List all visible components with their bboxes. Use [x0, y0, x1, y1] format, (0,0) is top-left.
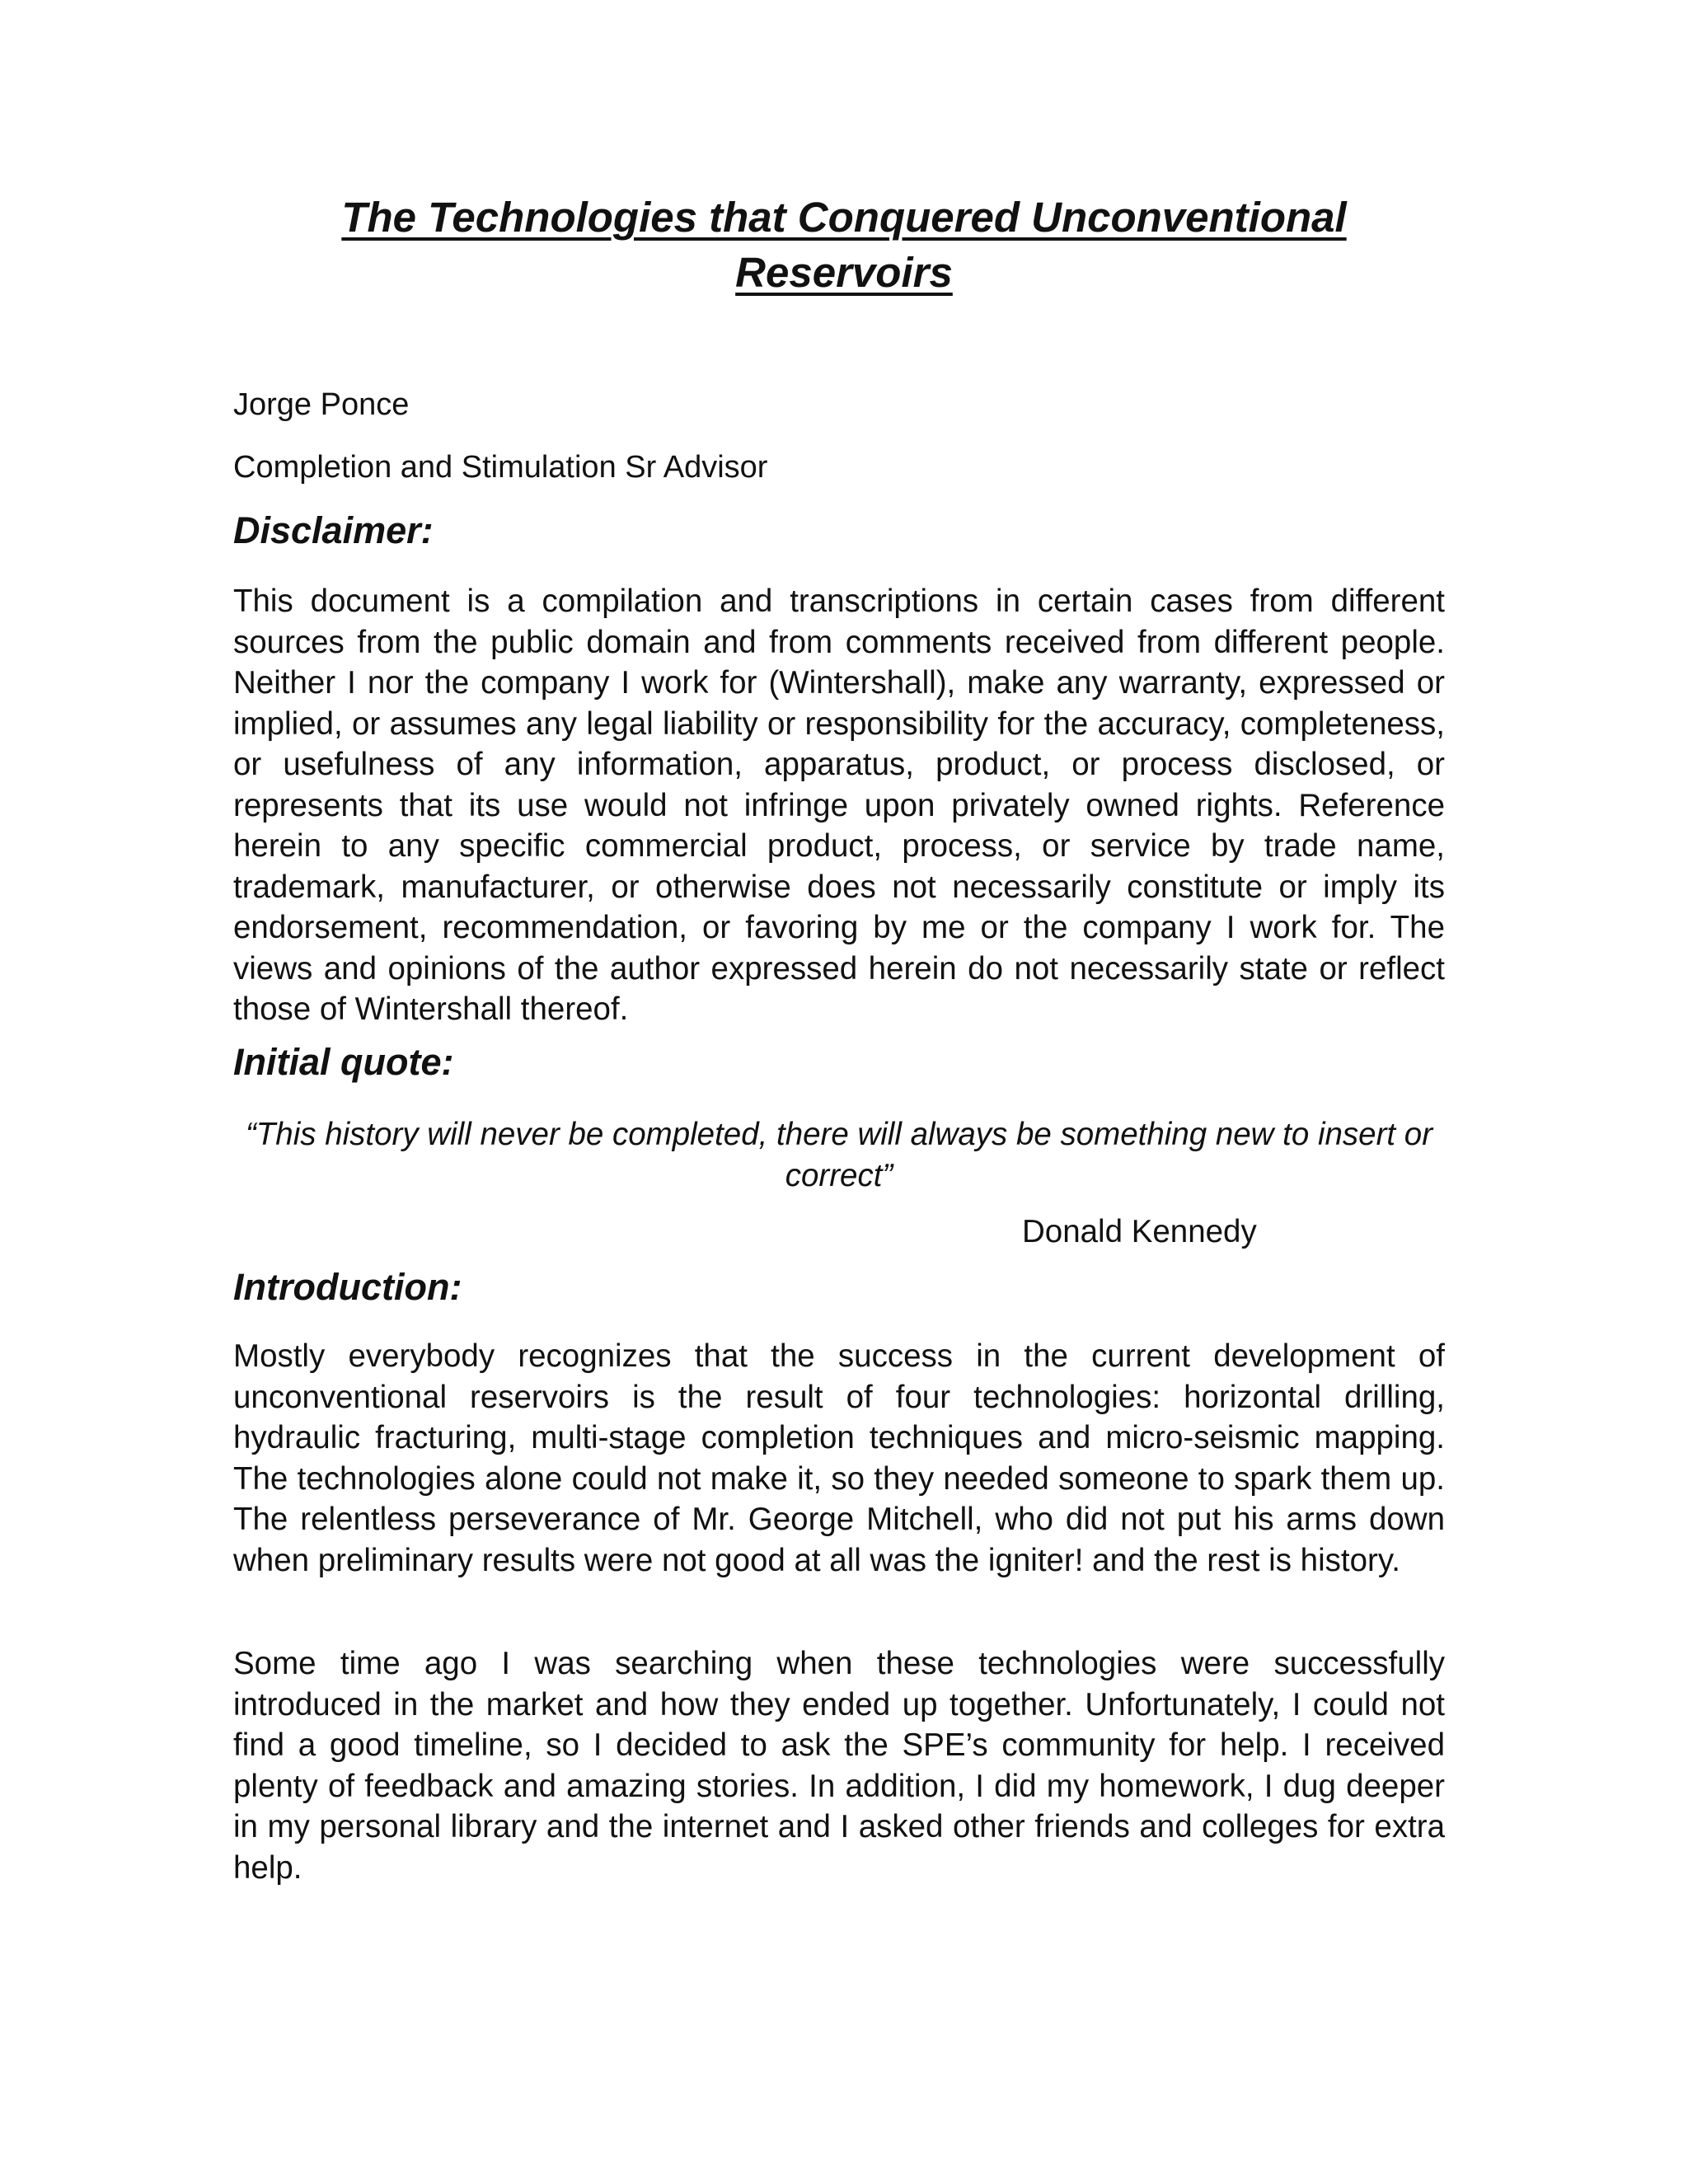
- introduction-paragraph-2: Some time ago I was searching when these technologies were successfully introduced in the market and how they ended up together. Unfortunately, I could not find a good timeline, so I decided to ask the SPE’s community for help. I received plenty of feedback and amazing stories. In addition, I did my homework, I dug deeper in my personal library and the internet and I asked other friends and colleges for extra help.: [233, 1646, 1445, 1886]
- quote-attribution: Donald Kennedy: [1022, 1214, 1257, 1249]
- introduction-paragraph-1: Mostly everybody recognizes that the success in the current development of unconventional reservoirs is the result of four technologies: horizontal drilling, hydraulic fracturing, multi-stage completion techniques and micro-seismic mapping. The technologies alone could not make it, so they needed someone to spark them up. The relentless perseverance of Mr. George Mitchell, who did not put his arms down when preliminary results were not good at all was the igniter! and the rest is history.: [233, 1338, 1445, 1578]
- initial-quote-text: “This history will never be completed, there will always be something new to insert or correct”: [245, 1117, 1433, 1193]
- introduction-heading: Introduction:: [233, 1266, 462, 1308]
- document-title: The Technologies that Conquered Unconventional Reservoirs: [341, 194, 1347, 296]
- disclaimer-heading: Disclaimer:: [233, 509, 434, 551]
- disclaimer-text: This document is a compilation and transcriptions in certain cases from different sources from the public domain and from comments received from different people. Neither I nor the company I work for (Wintershall), make any warranty, expressed or implied, or assumes any legal liability or responsibility for the accuracy, completeness, or usefulness of any information, apparatus, product, or process disclosed, or represents that its use would not infringe upon privately owned rights. Reference herein to any specific commercial product, process, or service by trade name, trademark, manufacturer, or otherwise does not necessarily constitute or imply its endorsement, recommendation, or favoring by me or the company I work for. The views and opinions of the author expressed herein do not necessarily state or reflect those of Wintershall thereof.: [233, 583, 1445, 1027]
- initial-quote-heading: Initial quote:: [233, 1041, 454, 1083]
- author-role: Completion and Stimulation Sr Advisor: [233, 450, 768, 485]
- author-name: Jorge Ponce: [233, 387, 410, 422]
